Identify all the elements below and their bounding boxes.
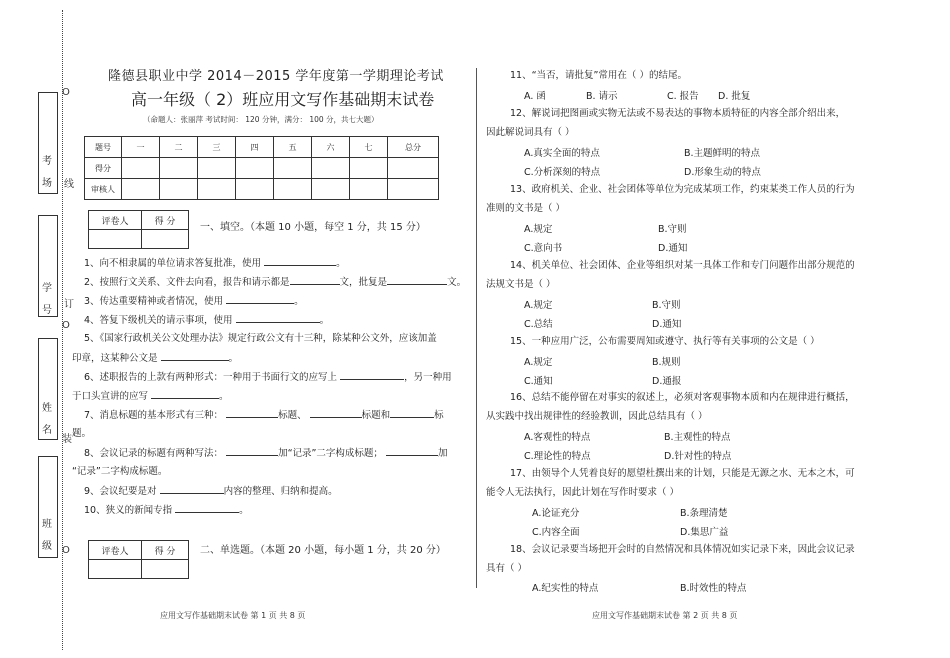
score-cell[interactable] [312,158,350,179]
reviewer-cell[interactable] [160,179,198,200]
section-heading-2: 二、单选题。（本题 20 小题，每小题 1 分，共 20 分） [200,545,446,556]
reviewer-cell[interactable] [350,179,388,200]
score-cell[interactable] [198,158,236,179]
page-footer-left: 应用文写作基础期末试卷 第 1 页 共 8 页 [160,611,306,620]
score-cell[interactable] [122,158,160,179]
column-header: 一 [122,137,160,158]
question-3: 3、传达重要精神或者情况，使用 。 [84,296,304,307]
table-row [85,158,439,179]
reviewer-cell[interactable] [198,179,236,200]
question-16-cont: 从实践中找出规律性的经验教训，因此总结具有（ ） [486,411,708,422]
question-18: 18、会议记录要当场把开会时的自然情况和具体情况如实记录下来，因此会议记录 [510,544,855,555]
option[interactable]: C.分析深刻的特点 [524,167,601,178]
option[interactable]: D.集思广益 [680,527,729,538]
reviewer-cell[interactable] [274,179,312,200]
reviewer-cell[interactable] [388,179,439,200]
option[interactable]: B.守则 [652,300,681,311]
exam-title: 高一年级（ 2）班应用文写作基础期末试卷 [131,90,435,109]
question-14: 14、机关单位、社会团体、企业等组织对某一具体工作和专门问题作出部分规范的 [510,260,855,271]
field-label-name: 姓 名 [42,403,52,436]
question-17-cont: 能令人无法执行，因此计划在写作时要求（ ） [486,487,680,498]
section-heading: 一、填空。（本题 10 小题，每空 1 分，共 15 分） [200,222,426,233]
question-15: 15、一种应用广泛，公布需要周知或遵守、执行等有关事项的公文是（ ） [510,336,820,347]
table-row [85,179,439,200]
option[interactable]: B.规则 [652,357,681,368]
question-17: 17、由领导个人凭着良好的愿望杜撰出来的计划，只能是无源之水、无本之木，可 [510,468,855,479]
option[interactable]: B.主观性的特点 [664,432,731,443]
question-9: 9、会议纪要是对 内容的整理、归纳和提高。 [84,486,338,497]
column-header: 三 [198,137,236,158]
binder-hole: O [62,87,70,98]
question-13: 13、政府机关、企业、社会团体等单位为完成某项工作，约束某类工作人员的行为 [510,184,855,195]
option[interactable]: D.通知 [658,243,688,254]
option[interactable]: D. 批复 [718,91,751,102]
grader-cell[interactable] [89,230,142,249]
reviewer-cell[interactable] [236,179,274,200]
option[interactable]: B.守则 [658,224,687,235]
option[interactable]: A.论证充分 [532,508,580,519]
question-7-cont: 题。 [72,428,92,439]
score-label: 得 分 [142,211,189,230]
option[interactable]: A.客观性的特点 [524,432,591,443]
score-cell[interactable] [160,158,198,179]
exam-info: （命题人：张丽萍 考试时间： 120 分钟，满分： 100 分，共七大题） [143,115,379,124]
question-6-cont: 于口头宣讲的应写 。 [72,391,229,402]
binding-mark-staple: 订 [64,299,74,310]
option[interactable]: C.理论性的特点 [524,451,591,462]
grader-label: 评卷人 [89,211,142,230]
column-header: 七 [350,137,388,158]
grader-cell[interactable] [89,560,142,579]
reviewer-cell[interactable] [312,179,350,200]
option[interactable]: B. 请示 [586,91,618,102]
option[interactable]: C.内容全面 [532,527,580,538]
option[interactable]: A.规定 [524,224,553,235]
question-5: 5、《国家行政机关公文处理办法》规定行政公文有十三种，除某种公文外，应该加盖 [84,333,437,344]
row-label: 题号 [85,137,122,158]
column-header: 六 [312,137,350,158]
question-14-cont: 法规文书是（ ） [486,279,556,290]
question-12: 12、解说词把图画或实物无法或不易表达的事物本质特征的内容全部介绍出来， [510,108,846,119]
binder-hole: O [62,320,70,331]
question-7: 7、消息标题的基本形式有三种： 标题、 标题和 标 [84,410,444,421]
field-label-class: 班 级 [42,519,52,552]
binder-hole: O [62,545,70,556]
binding-mark-line: 线 [64,179,74,190]
question-16: 16、总结不能停留在对事实的叙述上，必须对客观事物本质和内在规律进行概括， [510,392,855,403]
option[interactable]: C.总结 [524,319,553,330]
question-4: 4、答复下级机关的请示事项，使用 。 [84,315,330,326]
option[interactable]: A.真实全面的特点 [524,148,600,159]
question-13-cont: 准则的文书是（ ） [486,203,566,214]
school-title: 隆德县职业中学 2014－2015 学年度第一学期理论考试 [108,69,444,84]
column-divider [476,68,477,588]
option[interactable]: A. 函 [524,91,546,102]
option[interactable]: A.规定 [524,357,553,368]
question-2: 2、按照行文关系、文件去向看，报告和请示都是 文，批复是 文。 [84,277,467,288]
question-5-cont: 印章，这某种公文是 。 [72,353,239,364]
option[interactable]: C. 报告 [667,91,699,102]
score-label: 得 分 [142,541,189,560]
row-label: 得分 [85,158,122,179]
row-label: 审核人 [85,179,122,200]
score-cell[interactable] [142,230,189,249]
field-label-exam-room: 考 场 [42,156,52,189]
score-cell[interactable] [142,560,189,579]
score-cell[interactable] [388,158,439,179]
column-header: 五 [274,137,312,158]
page-footer-right: 应用文写作基础期末试卷 第 2 页 共 8 页 [592,611,738,620]
score-cell[interactable] [350,158,388,179]
option[interactable]: A.纪实性的特点 [532,583,599,594]
score-cell[interactable] [236,158,274,179]
option[interactable]: C.意向书 [524,243,563,254]
column-header: 四 [236,137,274,158]
option[interactable]: C.通知 [524,376,553,387]
question-1: 1、向不相隶属的单位请求答复批准，使用 。 [84,258,346,269]
option[interactable]: B.条理清楚 [680,508,728,519]
grader-label: 评卷人 [89,541,142,560]
option[interactable]: A.规定 [524,300,553,311]
option[interactable]: D.通报 [652,376,682,387]
question-18-cont: 具有（ ） [486,563,528,574]
score-cell[interactable] [274,158,312,179]
question-10: 10、狭义的新闻专指 。 [84,505,249,516]
grader-box [88,210,189,249]
reviewer-cell[interactable] [122,179,160,200]
table-row [85,137,439,158]
grader-box-2 [88,540,189,579]
question-12-cont: 因此解说词具有（ ） [486,127,575,138]
question-8: 8、会议记录的标题有两种写法： 加“记录”二字构成标题； 加 [84,448,448,459]
column-header: 二 [160,137,198,158]
question-8-cont: “记录”二字构成标题。 [72,466,168,477]
option[interactable]: D.针对性的特点 [664,451,732,462]
question-6: 6、述职报告的上款有两种形式：一种用于书面行文的应写上 ，另一种用 [84,372,452,383]
option[interactable]: D.形象生动的特点 [684,167,761,178]
score-table [84,136,439,200]
field-label-student-id: 学 号 [42,283,52,316]
option[interactable]: B.时效性的特点 [680,583,747,594]
binding-mark-bind: 装 [62,434,72,445]
option[interactable]: B.主题鲜明的特点 [684,148,761,159]
question-11: 11、“当否，请批复”常用在（ ）的结尾。 [510,70,687,81]
column-header: 总分 [388,137,439,158]
option[interactable]: D.通知 [652,319,682,330]
